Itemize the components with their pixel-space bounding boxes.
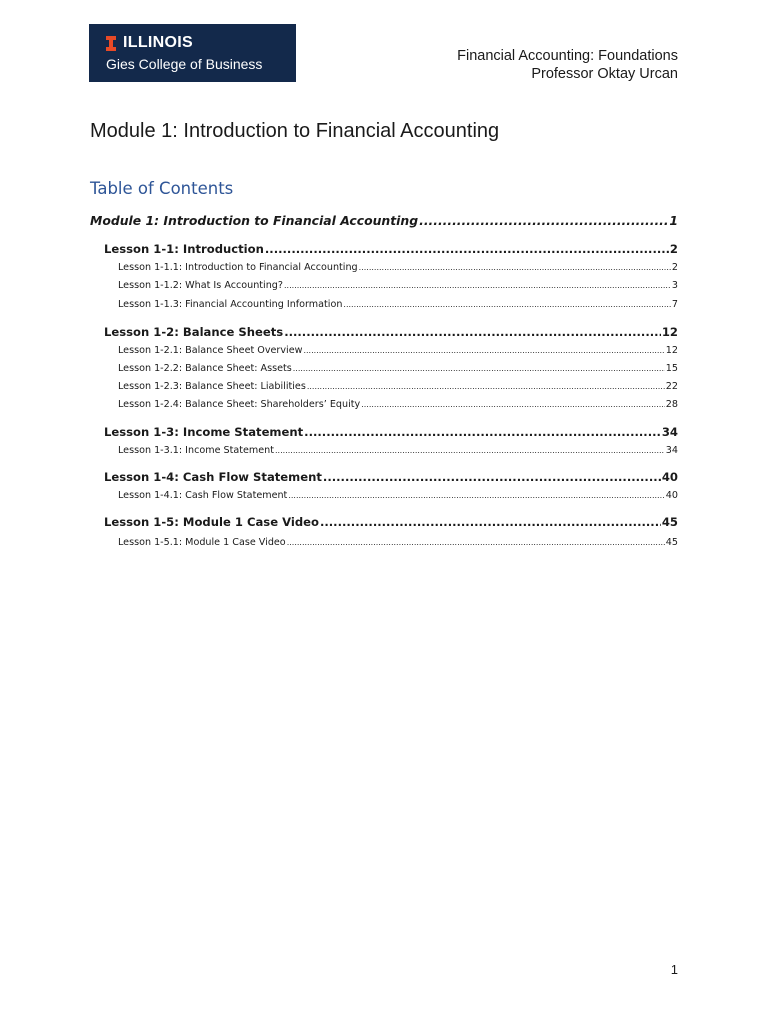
dot-leader [303, 346, 664, 355]
toc-entry-lesson[interactable] [104, 470, 678, 484]
dot-leader [320, 515, 661, 529]
toc-entry-page: 2 [671, 262, 678, 273]
toc-entry-title: Lesson 1-5: Module 1 Case Video [104, 515, 319, 529]
toc-entry-sublesson[interactable] [118, 280, 678, 291]
header-course-info [457, 47, 678, 83]
logo-wordmark: ILLINOIS [123, 34, 193, 51]
toc-entry-page: 40 [665, 490, 678, 501]
toc-entry-page: 3 [671, 280, 678, 291]
toc-entry-page: 15 [665, 363, 678, 374]
dot-leader [288, 491, 664, 500]
toc-entry-title: Lesson 1-4: Cash Flow Statement [104, 470, 322, 484]
toc-entry-sublesson[interactable] [118, 345, 678, 356]
toc-entry-page: 12 [661, 325, 678, 339]
toc-entry-sublesson[interactable] [118, 299, 678, 310]
toc-entry-sublesson[interactable] [118, 399, 678, 410]
toc-entry-title: Lesson 1-2.1: Balance Sheet Overview [118, 345, 303, 356]
dot-leader [359, 263, 671, 272]
page-number: 1 [670, 962, 678, 977]
illinois-gies-logo [89, 24, 296, 82]
toc-entry-lesson[interactable] [104, 515, 678, 529]
toc-entry-sublesson[interactable] [118, 490, 678, 501]
dot-leader [287, 538, 665, 547]
toc-entry-sublesson[interactable] [118, 262, 678, 273]
dot-leader [284, 325, 661, 339]
toc-entry-page: 7 [671, 299, 678, 310]
dot-leader [275, 446, 665, 455]
toc-entry-title: Lesson 1-3: Income Statement [104, 425, 304, 439]
toc-entry-module[interactable] [90, 213, 678, 228]
dot-leader [361, 400, 665, 409]
toc-entry-title: Lesson 1-1.2: What Is Accounting? [118, 280, 283, 291]
toc-entry-title: Lesson 1-2: Balance Sheets [104, 325, 284, 339]
toc-entry-sublesson[interactable] [118, 381, 678, 392]
toc-entry-sublesson[interactable] [118, 445, 678, 456]
toc-entry-page: 2 [669, 242, 678, 256]
toc-entry-title: Lesson 1-2.2: Balance Sheet: Assets [118, 363, 292, 374]
logo-college-name: Gies College of Business [106, 56, 263, 72]
dot-leader [419, 213, 668, 228]
toc-entry-page: 45 [665, 537, 678, 548]
toc-entry-page: 12 [665, 345, 678, 356]
page-title: Module 1: Introduction to Financial Accounting [90, 120, 500, 142]
dot-leader [343, 300, 670, 309]
toc-entry-lesson[interactable] [104, 325, 678, 339]
toc-entry-page: 45 [661, 515, 678, 529]
toc-entry-title: Lesson 1-1: Introduction [104, 242, 264, 256]
toc-entry-page: 22 [665, 381, 678, 392]
dot-leader [323, 470, 661, 484]
block-i-icon [106, 36, 116, 51]
course-title: Financial Accounting: Foundations [457, 48, 678, 64]
toc-entry-title: Lesson 1-1.3: Financial Accounting Information [118, 299, 343, 310]
dot-leader [293, 364, 665, 373]
toc-entry-title: Lesson 1-1.1: Introduction to Financial Accounting [118, 262, 358, 273]
dot-leader [265, 242, 669, 256]
toc-entry-sublesson[interactable] [118, 363, 678, 374]
toc-entry-page: 1 [669, 213, 678, 228]
toc-entry-lesson[interactable] [104, 425, 678, 439]
toc-entry-page: 34 [665, 445, 678, 456]
toc-entry-page: 28 [665, 399, 678, 410]
toc-entry-page: 40 [661, 470, 678, 484]
professor-name: Professor Oktay Urcan [531, 66, 678, 82]
toc-entry-title: Lesson 1-4.1: Cash Flow Statement [118, 490, 288, 501]
toc-entry-title: Lesson 1-3.1: Income Statement [118, 445, 275, 456]
dot-leader [304, 425, 661, 439]
toc-entry-sublesson[interactable] [118, 537, 678, 548]
toc-entry-title: Lesson 1-2.3: Balance Sheet: Liabilities [118, 381, 306, 392]
toc-entry-title: Lesson 1-2.4: Balance Sheet: Shareholders’ Equity [118, 399, 361, 410]
toc-entry-page: 34 [661, 425, 678, 439]
dot-leader [307, 382, 665, 391]
toc-entry-lesson[interactable] [104, 242, 678, 256]
toc-entry-title: Lesson 1-5.1: Module 1 Case Video [118, 537, 286, 548]
dot-leader [284, 281, 671, 290]
toc-heading: Table of Contents [90, 179, 234, 198]
toc-entry-title: Module 1: Introduction to Financial Accounting [90, 213, 419, 228]
